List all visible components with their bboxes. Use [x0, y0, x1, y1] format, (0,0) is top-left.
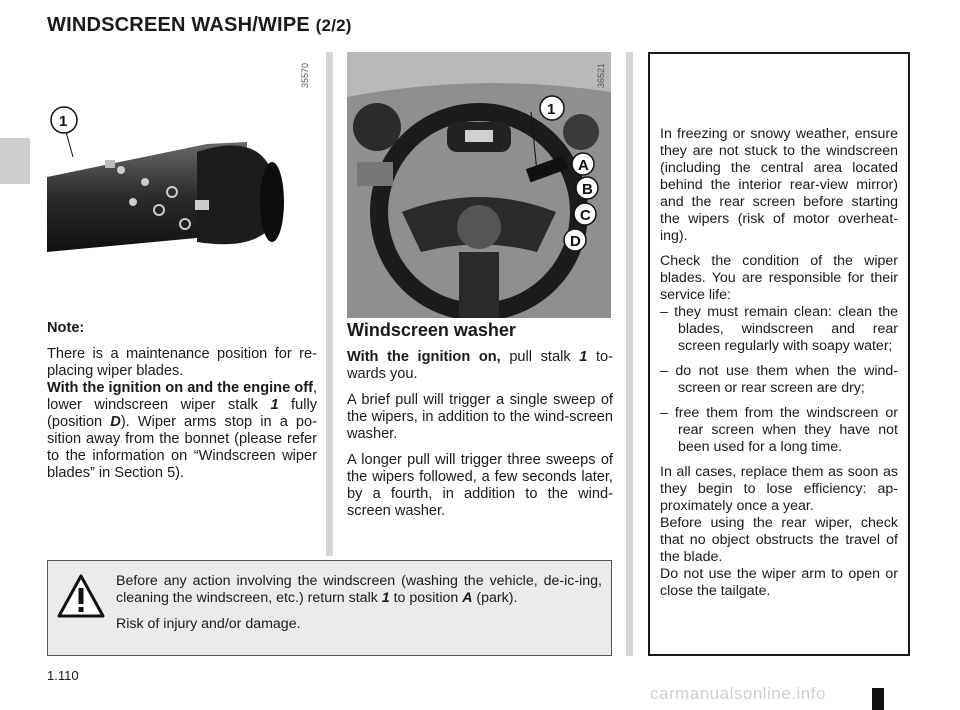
- dash-callout-1: 1: [547, 101, 556, 118]
- warning-box: [47, 560, 612, 656]
- washer-paragraph-2: A brief pull will trigger a single sweep of the wipers, in addition to the wind-screen washer.: [347, 392, 613, 442]
- info-dash-1: – they must remain clean: clean the blades, windscreen and rear screen regularly with soapy water;: [660, 304, 898, 354]
- info-paragraph-2: Check the condition of the wiper blades. You are responsible for their service life:: [660, 253, 898, 303]
- image-number-mid: 36521: [596, 62, 606, 88]
- info-box: [648, 52, 910, 656]
- dashboard-image: [347, 52, 611, 318]
- info-paragraph-5: Do not use the wiper arm to open or close the tailgate.: [660, 566, 898, 599]
- section-tab: [0, 138, 30, 184]
- warning-text-1: Before any action involving the windscreen (washing the vehicle, de-ic-ing, cleaning the windscreen, etc.) return stalk 1 to position A (park).: [116, 573, 602, 606]
- washer-paragraph-3: A longer pull will trigger three sweeps of the wipers followed, a few seconds later, by a fourth, in addition to the wind-screen washer.: [347, 452, 613, 519]
- washer-paragraph-1: With the ignition on, pull stalk 1 to-wards you.: [347, 349, 613, 382]
- page-title: WINDSCREEN WASH/WIPE (2/2): [47, 14, 352, 36]
- dash-callout-d: D: [570, 233, 581, 250]
- wiper-stalk-image: [47, 52, 323, 318]
- dash-callout-b: B: [582, 181, 593, 198]
- info-dash-2: – do not use them when the wind-screen or rear screen are dry;: [660, 363, 898, 396]
- stalk-callout-1: 1: [59, 113, 68, 130]
- note-paragraph-1: There is a maintenance position for re-placing wiper blades.: [47, 346, 317, 379]
- info-paragraph-4: Before using the rear wiper, check that no object obstructs the travel of the blade.: [660, 515, 898, 565]
- info-dash-3: – free them from the windscreen or rear screen when they have not been used for a long time.: [660, 405, 898, 455]
- watermark: carmanualsonline.info: [650, 684, 826, 703]
- dash-callout-c: C: [580, 207, 591, 224]
- note-title: Note:: [47, 320, 85, 336]
- column-divider-right: [626, 52, 633, 656]
- warning-triangle-icon: [56, 573, 106, 619]
- note-block: [47, 320, 317, 491]
- note-paragraph-2: With the ignition on and the engine off, lower windscreen wiper stalk 1 fully (position D). Wiper arms stop in a po-sition away from the bonnet (please refer to the information on “Windscreen wiper blades” in Section 5).: [47, 380, 317, 481]
- warning-text-2: Risk of injury and/or damage.: [116, 616, 301, 632]
- column-divider: [326, 52, 333, 556]
- washer-section: [347, 322, 613, 529]
- washer-heading: Windscreen washer: [347, 320, 516, 340]
- dash-callout-a: A: [578, 157, 589, 174]
- page-corner-mark: [872, 688, 884, 710]
- page-number: 1.110: [47, 668, 79, 683]
- image-number-left: 35570: [300, 62, 310, 88]
- page-marker: (2/2): [315, 16, 352, 35]
- info-paragraph-3: In all cases, replace them as soon as they begin to lose efficiency: ap-proximately once a year.: [660, 464, 898, 514]
- info-paragraph-1: In freezing or snowy weather, ensure they are not stuck to the windscreen (including the central area located behind the interior rear-view mirror) and the rear screen before starting the wipers (risk of motor overheat-ing).: [660, 126, 898, 244]
